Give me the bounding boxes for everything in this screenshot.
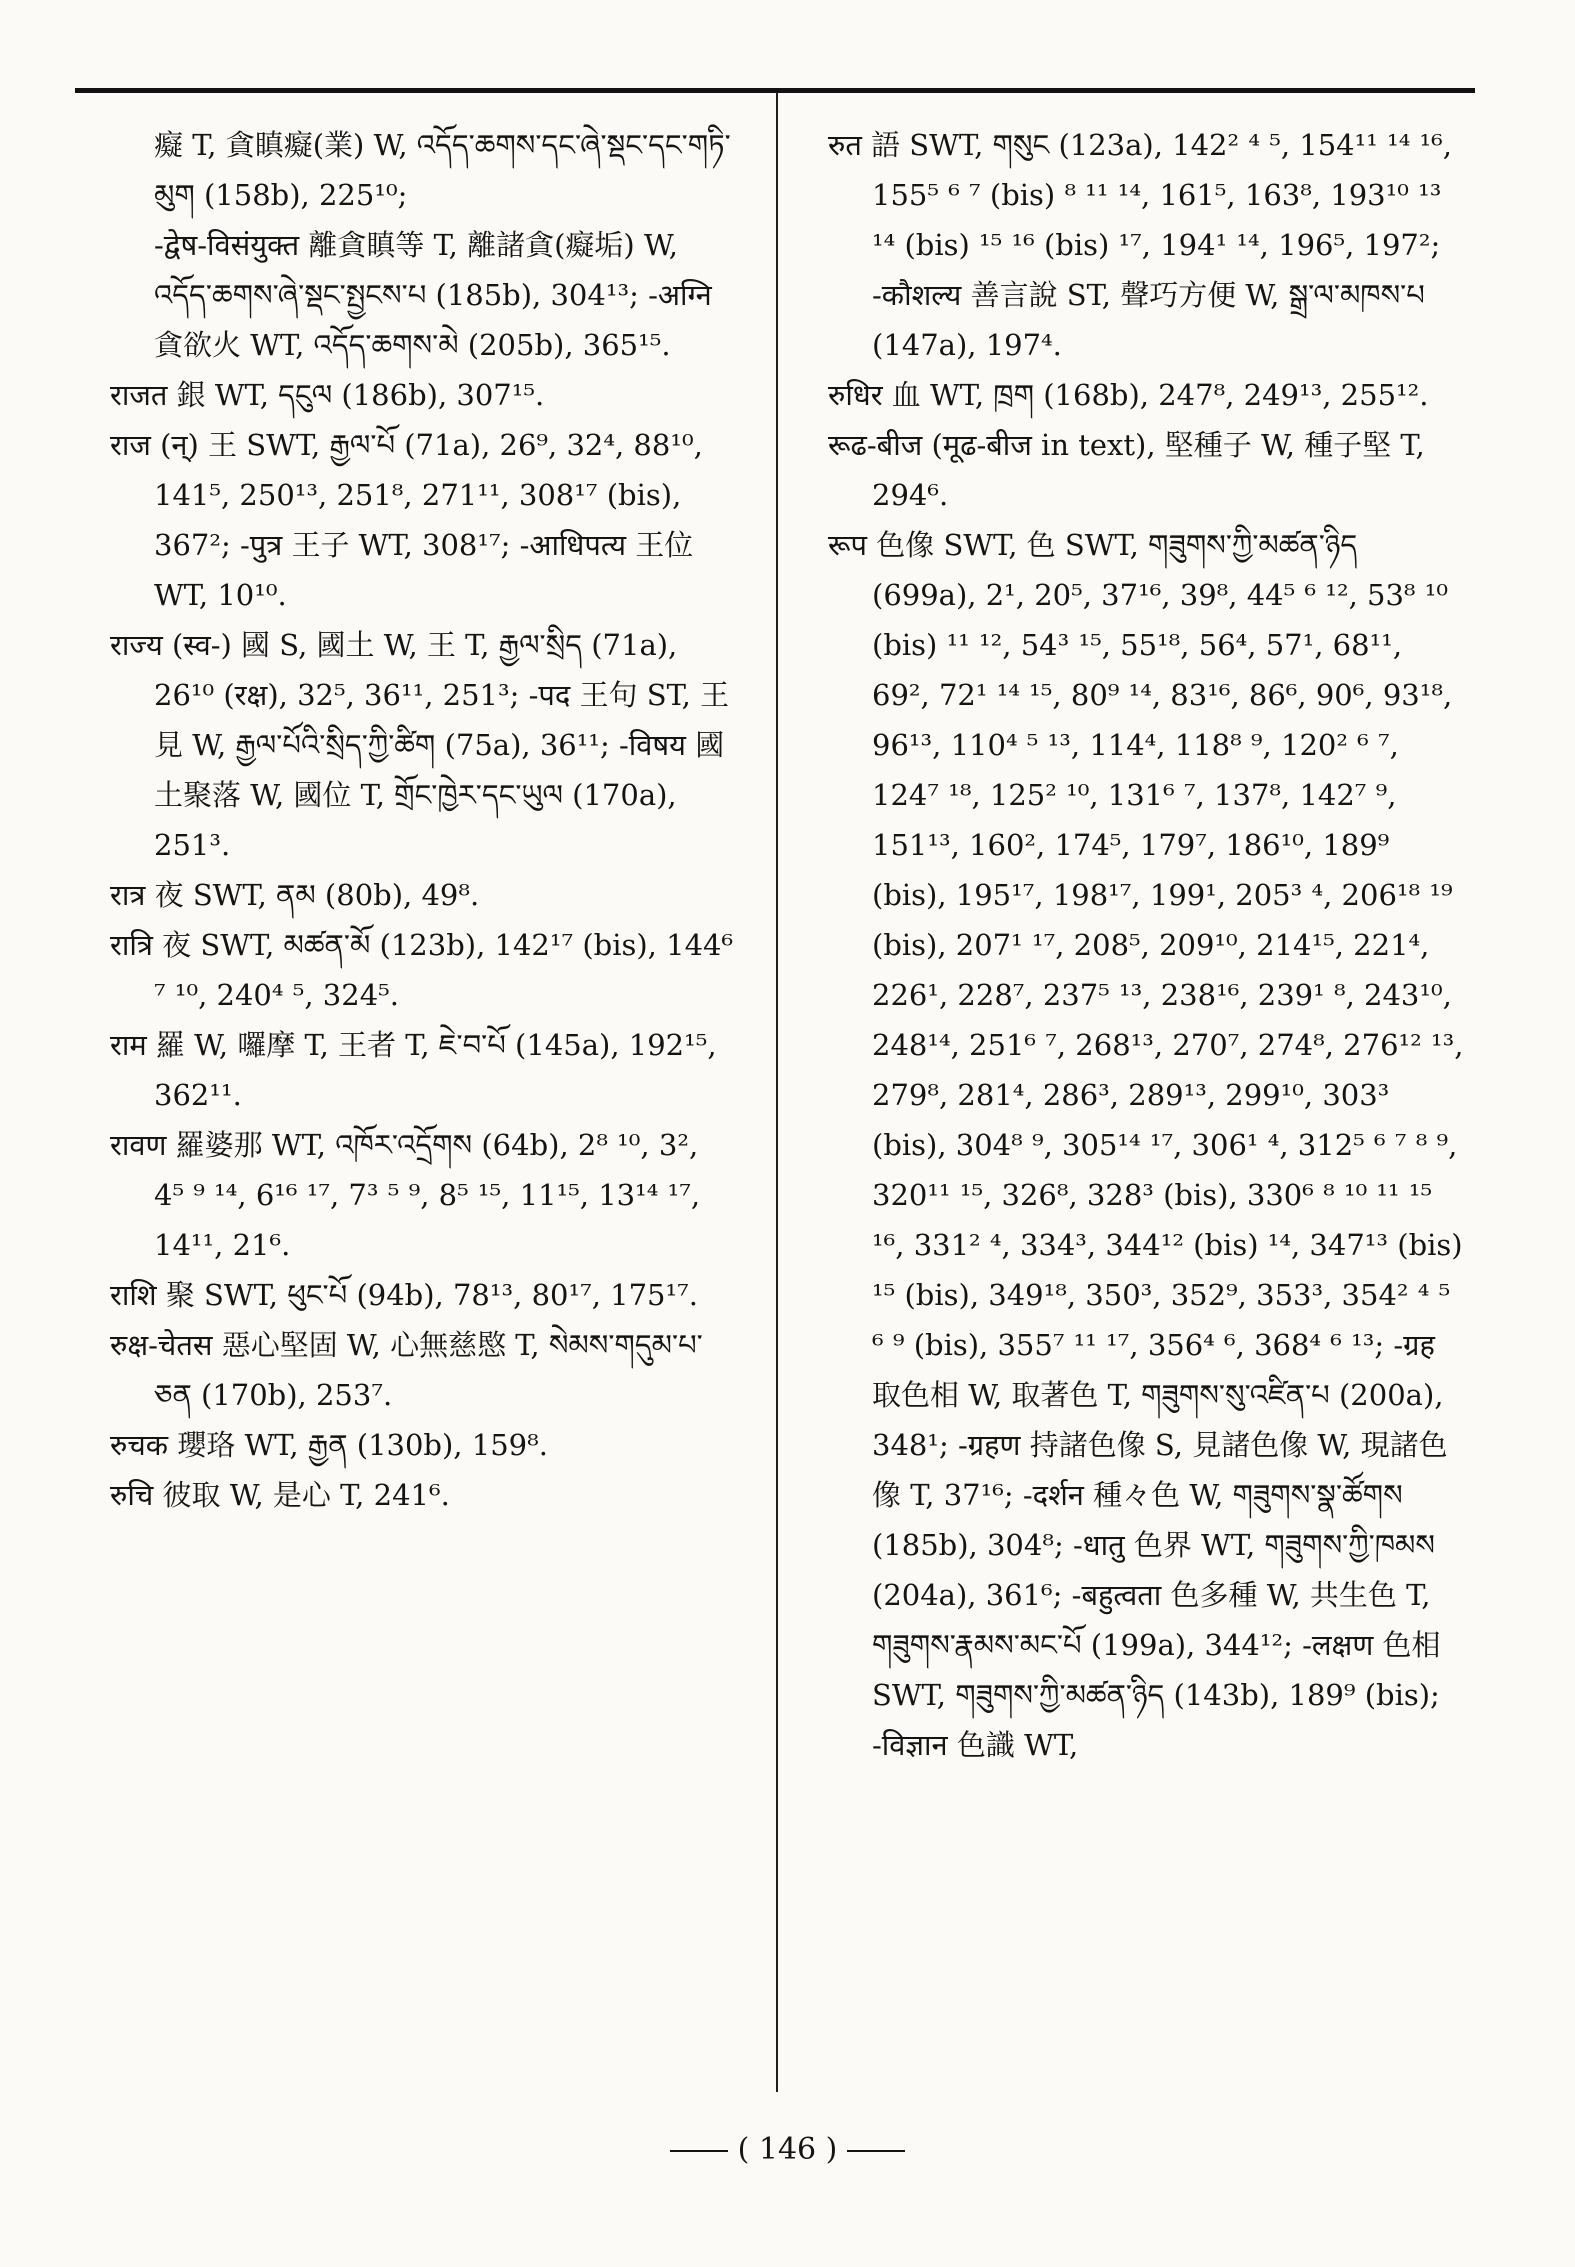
top-rule bbox=[75, 88, 1475, 93]
right-column bbox=[828, 120, 1468, 1770]
left-column bbox=[110, 120, 735, 1520]
footer-dash-right bbox=[847, 2150, 905, 2152]
dictionary-entry: रुत 語 SWT, གསུང (123a), 142² ⁴ ⁵, 154¹¹ ¹⁴ ¹⁶, 155⁵ ⁶ ⁷ (bis) ⁸ ¹¹ ¹⁴, 161⁵, 163⁸, 193¹⁰ ¹³ ¹⁴ (bis) ¹⁵ ¹⁶ (bis) ¹⁷, 194¹ ¹⁴, 196⁵, 197²; -कौशल्य 善言說 ST, 聲巧方便 W, སྒྲ་ལ་མཁས་པ (147a), 197⁴. bbox=[828, 128, 1453, 362]
dictionary-entry: रूप 色像 SWT, 色 SWT, གཟུགས་ཀྱི་མཚན་ཉིད (699a), 2¹, 20⁵, 37¹⁶, 39⁸, 44⁵ ⁶ ¹², 53⁸ ¹⁰ (bis) ¹¹ ¹², 54³ ¹⁵, 55¹⁸, 56⁴, 57¹, 68¹¹, 69², 72¹ ¹⁴ ¹⁵, 80⁹ ¹⁴, 83¹⁶, 86⁶, 90⁶, 93¹⁸, 96¹³, 110⁴ ⁵ ¹³, 114⁴, 118⁸ ⁹, 120² ⁶ ⁷, 124⁷ ¹⁸, 125² ¹⁰, 131⁶ ⁷, 137⁸, 142⁷ ⁹, 151¹³, 160², 174⁵, 179⁷, 186¹⁰, 189⁹ (bis), 195¹⁷, 198¹⁷, 199¹, 205³ ⁴, 206¹⁸ ¹⁹ (bis), 207¹ ¹⁷, 208⁵, 209¹⁰, 214¹⁵, 221⁴, 226¹, 228⁷, 237⁵ ¹³, 238¹⁶, 239¹ ⁸, 243¹⁰, 248¹⁴, 251⁶ ⁷, 268¹³, 270⁷, 274⁸, 276¹² ¹³, 279⁸, 281⁴, 286³, 289¹³, 299¹⁰, 303³ (bis), 304⁸ ⁹, 305¹⁴ ¹⁷, 306¹ ⁴, 312⁵ ⁶ ⁷ ⁸ ⁹, 320¹¹ ¹⁵, 326⁸, 328³ (bis), 330⁶ ⁸ ¹⁰ ¹¹ ¹⁵ ¹⁶, 331² ⁴, 334³, 344¹² (bis) ¹⁴, 347¹³ (bis) ¹⁵ (bis), 349¹⁸, 350³, 352⁹, 353³, 354² ⁴ ⁵ ⁶ ⁹ (bis), 355⁷ ¹¹ ¹⁷, 356⁴ ⁶, 368⁴ ⁶ ¹³; -ग्रह 取色相 W, 取著色 T, གཟུགས་སུ་འཛིན་པ (200a), 348¹; -ग्रहण 持諸色像 S, 見諸色像 W, 現諸色像 T, 37¹⁶; -दर्शन 種々色 W, གཟུགས་སྣ་ཚོགས (185b), 304⁸; -धातु 色界 WT, གཟུགས་ཀྱི་ཁམས (204a), 361⁶; -बहुत्वता 色多種 W, 共生色 T, གཟུགས་རྣམས་མང་པོ (199a), 344¹²; -लक्षण 色相 SWT, གཟུགས་ཀྱི་མཚན་ཉིད (143b), 189⁹ (bis); -विज्ञान 色識 WT, bbox=[828, 528, 1464, 1762]
dictionary-entry: रात्रि 夜 SWT, མཚན་མོ (123b), 142¹⁷ (bis), 144⁶ ⁷ ¹⁰, 240⁴ ⁵, 324⁵. bbox=[110, 928, 734, 1012]
dictionary-entry: रावण 羅婆那 WT, འཁོར་འདྲོགས (64b), 2⁸ ¹⁰, 3², 4⁵ ⁹ ¹⁴, 6¹⁶ ¹⁷, 7³ ⁵ ⁹, 8⁵ ¹⁵, 11¹⁵, 13¹⁴ ¹⁷, 14¹¹, 21⁶. bbox=[110, 1128, 701, 1262]
page-footer bbox=[0, 2132, 1575, 2167]
dictionary-entry: राज (न्) 王 SWT, རྒྱལ་པོ (71a), 26⁹, 32⁴, 88¹⁰, 141⁵, 250¹³, 251⁸, 271¹¹, 308¹⁷ (bis), 367²; -पुत्र 王子 WT, 308¹⁷; -आधिपत्य 王位 WT, 10¹⁰. bbox=[110, 428, 703, 612]
dictionary-entry: -द्वेष-विसंयुक्त 離貪瞋等 T, 離諸貪(癡垢) W, འདོད་ཆགས་ཞེ་སྡང་སྤྱངས་པ (185b), 304¹³; -अग्नि 貪欲火 WT, འདོད་ཆགས་མེ (205b), 365¹⁵. bbox=[154, 228, 712, 362]
dictionary-entry: राशि 聚 SWT, ཕུང་པོ (94b), 78¹³, 80¹⁷, 175¹⁷. bbox=[110, 1278, 698, 1312]
dictionary-entry: रूढ-बीज (मूढ-बीज in text), 堅種子 W, 種子堅 T, 294⁶. bbox=[828, 428, 1425, 512]
dictionary-entry: रात्र 夜 SWT, ནམ (80b), 49⁸. bbox=[110, 878, 480, 912]
dictionary-entry: रुक्ष-चेतस 惡心堅固 W, 心無慈愍 T, སེམས་གདུམ་པ་ཅན (170b), 253⁷. bbox=[110, 1328, 703, 1412]
dictionary-entry: रुचक 瓔珞 WT, རྒྱན (130b), 159⁸. bbox=[110, 1428, 548, 1462]
dictionary-entry: राजत 銀 WT, དངུལ (186b), 307¹⁵. bbox=[110, 378, 545, 412]
dictionary-entry: राज्य (स्व-) 國 S, 國土 W, 王 T, རྒྱལ་སྲིད (71a), 26¹⁰ (रक्ष), 32⁵, 36¹¹, 251³; -पद 王句 ST, 王見 W, རྒྱལ་པོའི་སྲིད་ཀྱི་ཚིག (75a), 36¹¹; -विषय 國土聚落 W, 國位 T, གྲོང་ཁྱེར་དང་ཡུལ (170a), 251³. bbox=[110, 628, 730, 862]
footer-dash-left bbox=[670, 2150, 728, 2152]
dictionary-entry: 癡 T, 貪瞋癡(業) W, འདོད་ཆགས་དང་ཞེ་སྡང་དང་གཏི་མུག (158b), 225¹⁰; bbox=[154, 128, 731, 212]
page-number: ( 146 ) bbox=[737, 2132, 838, 2167]
dictionary-entry: राम 羅 W, 囉摩 T, 王者 T, ཇེ་བ་པོ (145a), 192¹⁵, 362¹¹. bbox=[110, 1028, 717, 1112]
dictionary-entry: रुधिर 血 WT, ཁྲག (168b), 247⁸, 249¹³, 255¹². bbox=[828, 378, 1429, 412]
column-divider bbox=[776, 92, 778, 2092]
dictionary-entry: रुचि 彼取 W, 是心 T, 241⁶. bbox=[110, 1478, 450, 1512]
